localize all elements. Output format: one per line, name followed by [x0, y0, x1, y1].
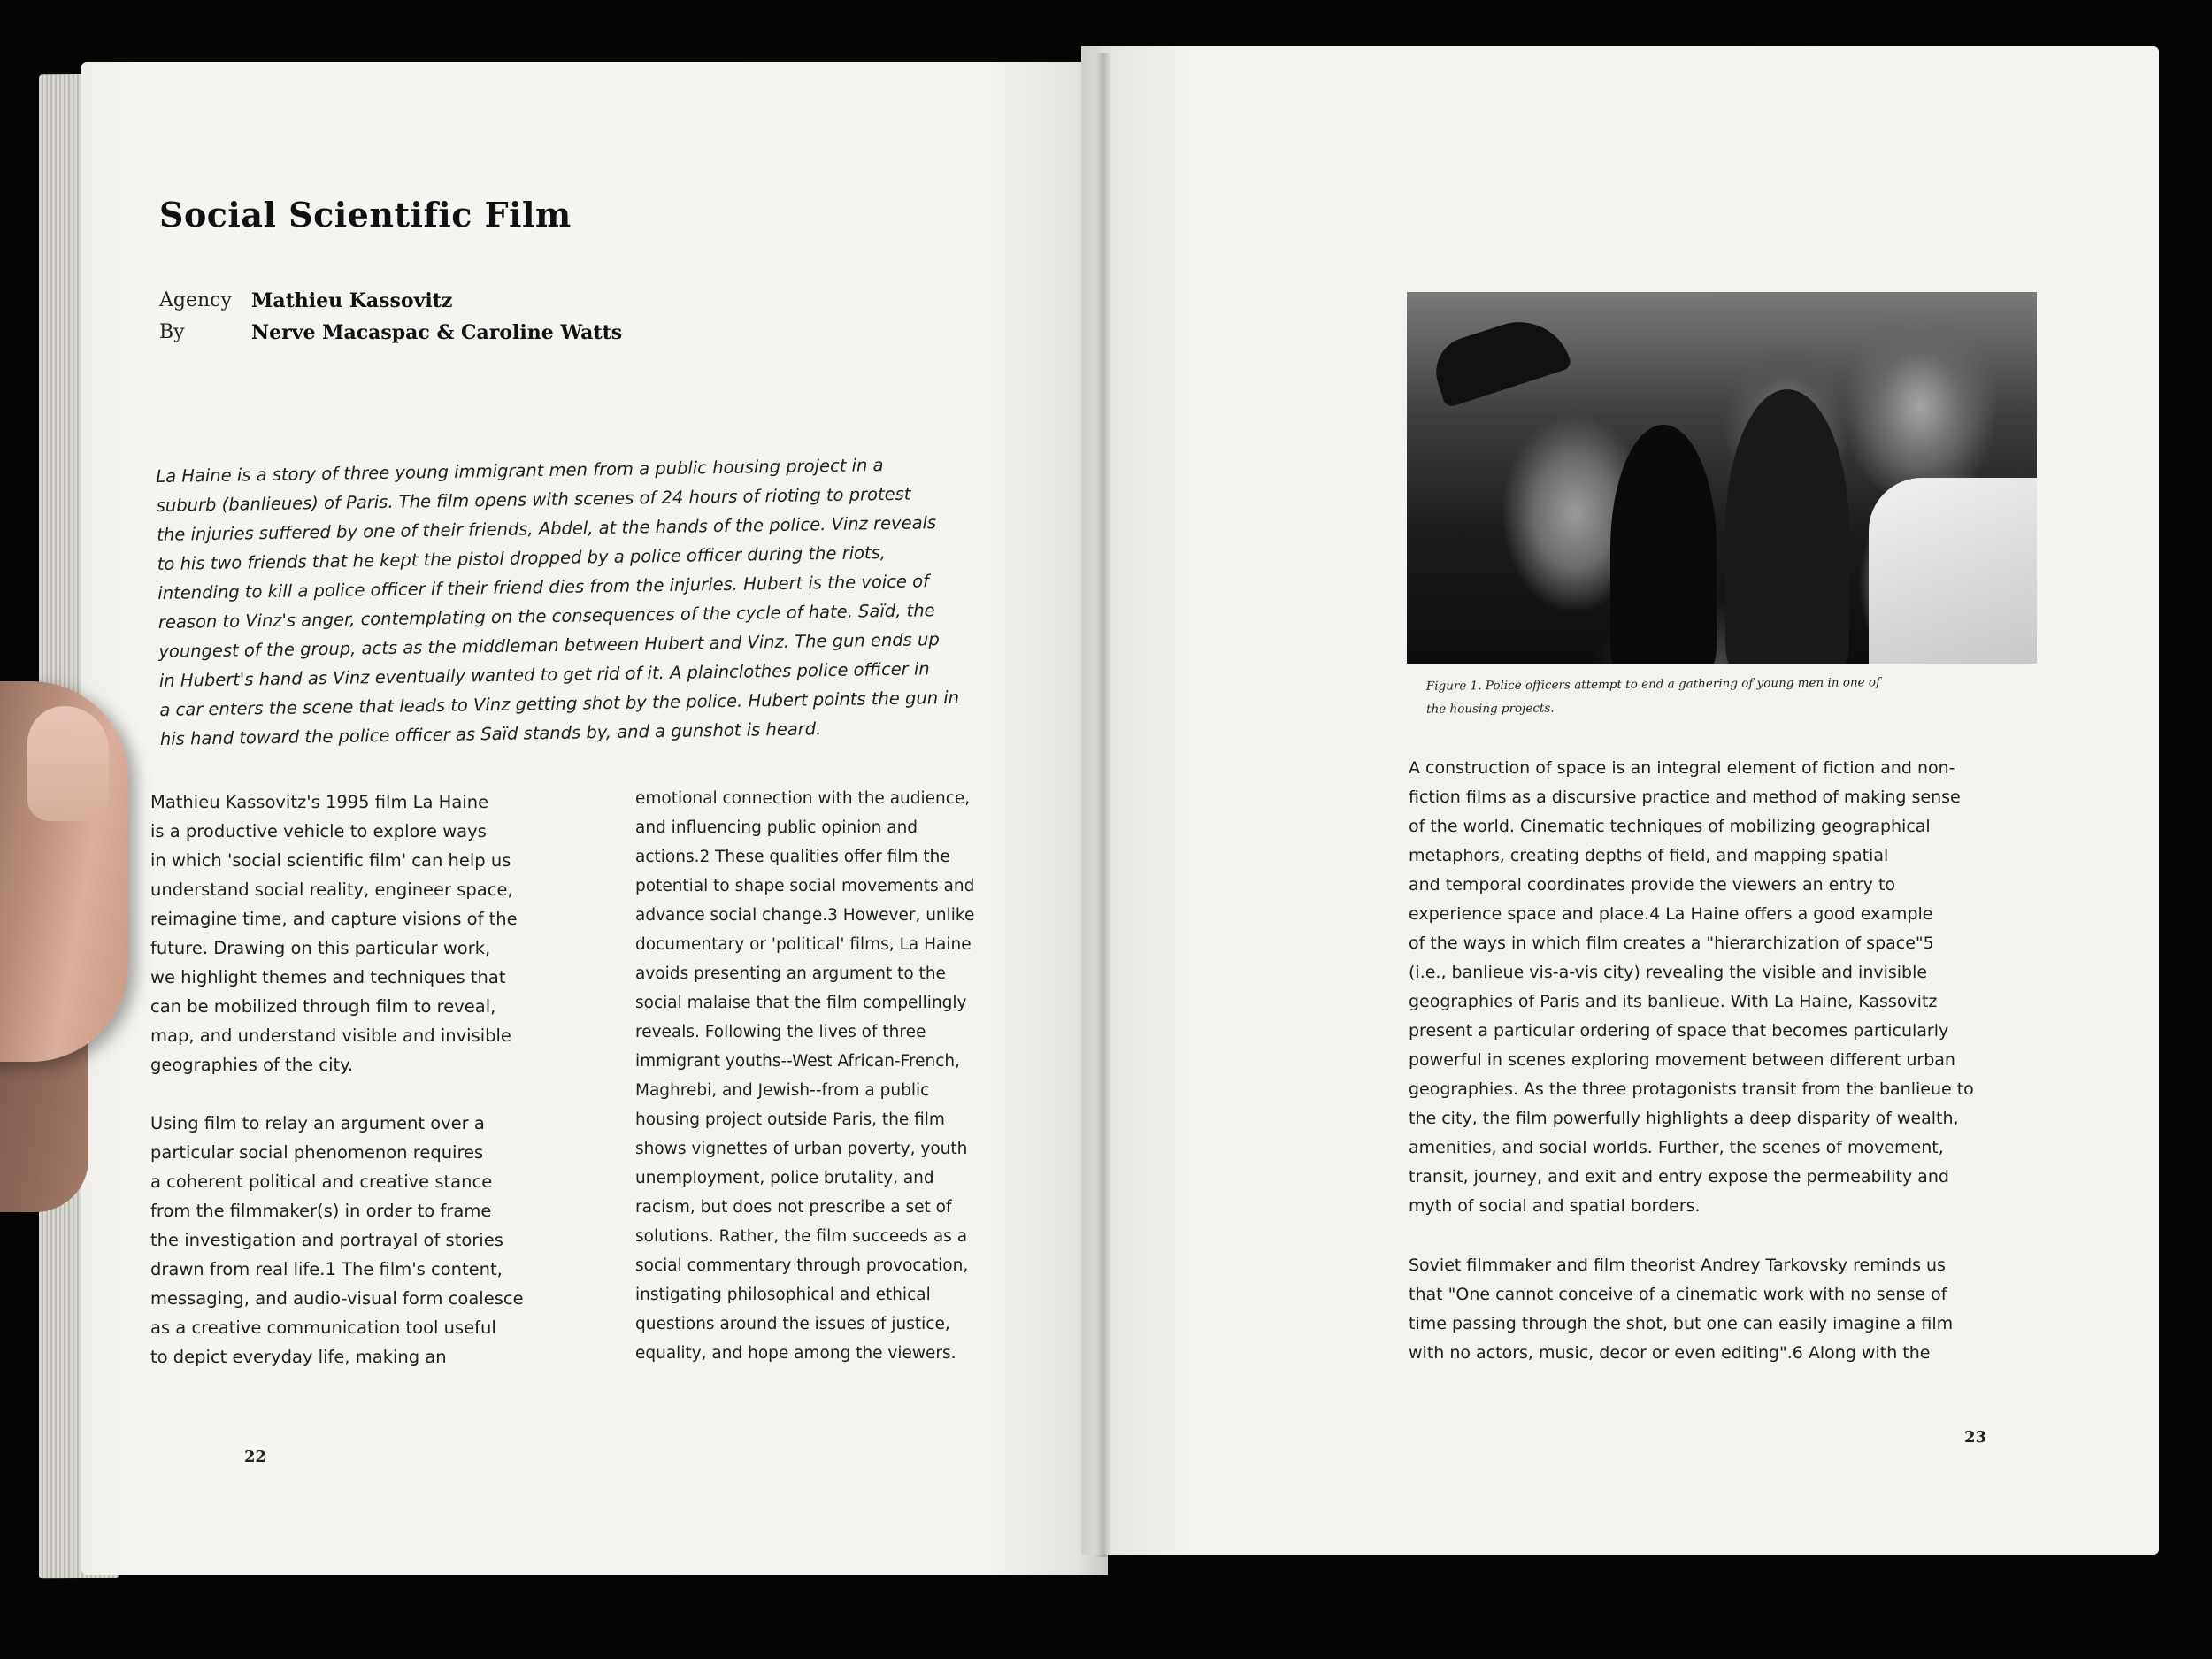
body-paragraph [1409, 1251, 2028, 1368]
intro-line: suburb (banlieues) of Paris. The film opens with scenes of 24 hours of rioting to protest [156, 483, 911, 516]
body-line: from the filmmaker(s) in order to frame [150, 1201, 492, 1221]
credit-value: Mathieu Kassovitz [251, 289, 453, 312]
body-paragraph [150, 1109, 628, 1371]
credit-value: Nerve Macaspac & Caroline Watts [251, 321, 623, 344]
film-still-photo [1407, 292, 2037, 664]
body-line: housing project outside Paris, the film [635, 1110, 945, 1129]
intro-line: reason to Vinz's anger, contemplating on the consequences of the cycle of hate. Saïd, the [157, 600, 935, 633]
credit-label: By [159, 321, 185, 343]
body-line: advance social change.3 However, unlike [635, 906, 975, 925]
body-paragraph [1409, 754, 2028, 1221]
body-line: future. Drawing on this particular work, [150, 938, 491, 958]
body-line: of the ways in which film creates a "hierarchization of space"5 [1409, 933, 1934, 953]
body-line: transit, journey, and exit and entry expose the permeability and [1409, 1167, 1949, 1187]
body-line: experience space and place.4 La Haine offers a good example [1409, 904, 1933, 924]
body-line: (i.e., banlieue vis-a-vis city) revealing the visible and invisible [1409, 963, 1928, 982]
body-line: Soviet filmmaker and film theorist Andrey Tarkovsky reminds us [1409, 1256, 1946, 1275]
body-line: messaging, and audio-visual form coalesce [150, 1288, 524, 1309]
body-line: and temporal coordinates provide the viewers an entry to [1409, 875, 1896, 895]
body-line: fiction films as a discursive practice and method of making sense [1409, 787, 1961, 807]
book-gutter [1095, 53, 1111, 1557]
white-shirt-shape [1869, 478, 2037, 664]
body-line: Using film to relay an argument over a [150, 1113, 485, 1133]
body-line: immigrant youths--West African-French, [635, 1052, 960, 1071]
body-line: of the world. Cinematic techniques of mobilizing geographical [1409, 817, 1931, 836]
page-number-left: 22 [244, 1448, 267, 1466]
body-line: can be mobilized through film to reveal, [150, 996, 496, 1017]
body-line: is a productive vehicle to explore ways [150, 821, 487, 841]
credit-label: Agency [159, 289, 232, 311]
body-line: we highlight themes and techniques that [150, 967, 506, 987]
article-credits [159, 285, 622, 349]
crowd-figure [1725, 389, 1849, 664]
body-line: understand social reality, engineer space, [150, 879, 513, 900]
intro-line: his hand toward the police officer as Saïd stands by, and a gunshot is heard. [159, 718, 822, 749]
figure-caption [1426, 670, 1993, 721]
police-cap-shape [1427, 309, 1572, 409]
caption-line: the housing projects. [1426, 701, 1555, 717]
body-line: geographies of Paris and its banlieue. With La Haine, Kassovitz [1409, 992, 1938, 1011]
body-line: instigating philosophical and ethical [635, 1286, 931, 1304]
body-line: social commentary through provocation, [635, 1256, 969, 1275]
body-line: to depict everyday life, making an [150, 1347, 447, 1367]
body-line: Mathieu Kassovitz's 1995 film La Haine [150, 792, 489, 812]
body-line: map, and understand visible and invisible [150, 1025, 511, 1046]
body-line: particular social phenomenon requires [150, 1142, 484, 1163]
intro-line: to his two friends that he kept the pistol dropped by a police officer during the riots, [157, 542, 887, 574]
body-line: solutions. Rather, the film succeeds as a [635, 1227, 968, 1246]
body-paragraph [150, 787, 628, 1079]
body-line: emotional connection with the audience, [635, 789, 971, 808]
thumb [0, 681, 128, 1062]
body-line: with no actors, music, decor or even editing".6 Along with the [1409, 1343, 1931, 1363]
body-line: time passing through the shot, but one can easily imagine a film [1409, 1314, 1954, 1333]
right-page-body [1409, 754, 2028, 1398]
intro-line: the injuries suffered by one of their friends, Abdel, at the hands of the police. Vinz reveals [157, 512, 937, 545]
body-line: shows vignettes of urban poverty, youth [635, 1140, 968, 1158]
body-line: documentary or 'political' films, La Haine [635, 935, 972, 954]
body-line: as a creative communication tool useful [150, 1317, 496, 1338]
body-line: reveals. Following the lives of three [635, 1023, 926, 1041]
body-line: potential to shape social movements and [635, 877, 975, 895]
credit-row [159, 317, 622, 349]
body-column-right [635, 784, 998, 1397]
page-number-right: 23 [1964, 1428, 1987, 1447]
body-line: that "One cannot conceive of a cinematic work with no sense of [1409, 1285, 1947, 1304]
body-line: avoids presenting an argument to the [635, 964, 946, 983]
body-line: unemployment, police brutality, and [635, 1169, 934, 1187]
intro-line: intending to kill a police officer if their friend dies from the injuries. Hubert is the voice of [157, 571, 930, 603]
body-column-left [150, 787, 628, 1401]
body-line: geographies of the city. [150, 1055, 354, 1075]
body-line: questions around the issues of justice, [635, 1315, 950, 1333]
body-line: and influencing public opinion and [635, 818, 918, 837]
body-line: a coherent political and creative stance [150, 1171, 493, 1192]
body-line: the city, the film powerfully highlights a deep disparity of wealth, [1409, 1109, 1959, 1128]
body-line: powerful in scenes exploring movement between different urban [1409, 1050, 1955, 1070]
intro-line: a car enters the scene that leads to Vinz getting shot by the police. Hubert points the gun in [159, 687, 960, 720]
body-line: drawn from real life.1 The film's content, [150, 1259, 503, 1279]
body-line: geographies. As the three protagonists transit from the banlieue to [1409, 1079, 1974, 1099]
thumbnail-shape [27, 706, 109, 821]
crowd-figure [1610, 425, 1717, 664]
caption-line: Figure 1. Police officers attempt to end a gathering of young men in one of [1425, 675, 1881, 694]
body-line: equality, and hope among the viewers. [635, 1344, 956, 1363]
body-line: actions.2 These qualities offer film the [635, 848, 950, 866]
body-line: metaphors, creating depths of field, and mapping spatial [1409, 846, 1889, 865]
intro-line: youngest of the group, acts as the middleman between Hubert and Vinz. The gun ends up [158, 629, 940, 662]
body-line: amenities, and social worlds. Further, the scenes of movement, [1409, 1138, 1944, 1157]
body-line: the investigation and portrayal of stories [150, 1230, 503, 1250]
intro-line: La Haine is a story of three young immigrant men from a public housing project in a [156, 455, 884, 487]
body-line: myth of social and spatial borders. [1409, 1196, 1701, 1216]
intro-paragraph [156, 449, 992, 754]
article-title: Social Scientific Film [159, 195, 572, 234]
intro-line: in Hubert's hand as Vinz eventually wanted to get rid of it. A plainclothes police officer in [158, 658, 930, 691]
body-line: A construction of space is an integral element of fiction and non- [1409, 758, 1955, 778]
body-line: racism, but does not prescribe a set of [635, 1198, 952, 1217]
body-line: in which 'social scientific film' can help us [150, 850, 511, 871]
body-line: reimagine time, and capture visions of the [150, 909, 518, 929]
credit-row [159, 285, 622, 317]
body-line: present a particular ordering of space that becomes particularly [1409, 1021, 1949, 1041]
body-line: social malaise that the film compellingly [635, 994, 967, 1012]
body-line: Maghrebi, and Jewish--from a public [635, 1081, 930, 1100]
body-paragraph [635, 784, 998, 1368]
